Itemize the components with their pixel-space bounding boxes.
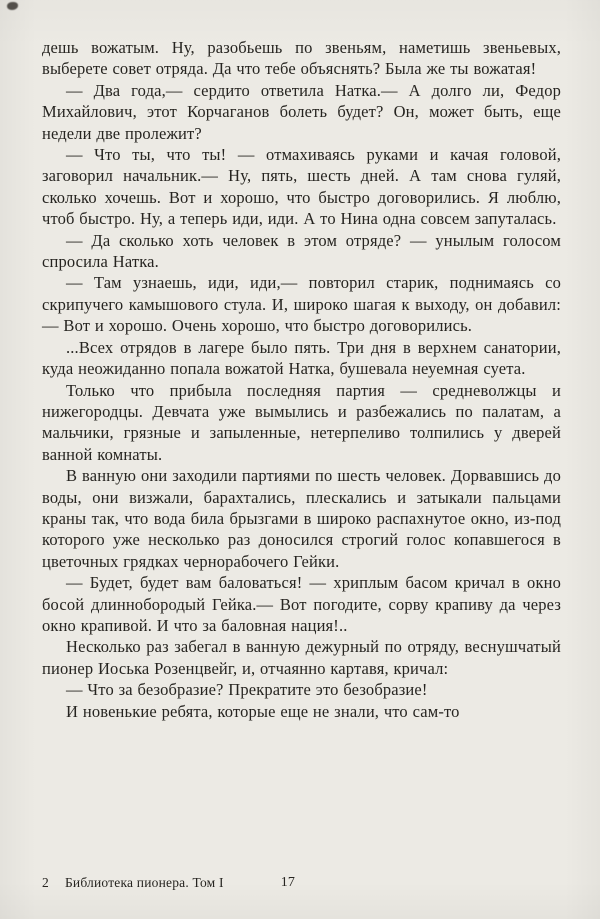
paragraph: Несколько раз забегал в ванную дежурный по отряду, веснушчатый пионер Иоська Розенцвейг, и, отчаянно картавя, кричал:: [42, 637, 561, 678]
page-number: 17: [280, 875, 296, 890]
paragraph: — Два года,— сердито ответила Натка.— А долго ли, Федор Михайлович, этот Корчаганов болеть будет? Он, может быть, еще недели две пролежит?: [42, 80, 561, 143]
page-footer: [42, 875, 561, 891]
paragraph: Только что прибыла последняя партия — средневолжцы и нижегородцы. Девчата уже вымылись и разбежались по палатам, а мальчики, грязные и запыленные, нетерпеливо толпились у дверей ванной комнаты.: [42, 380, 561, 464]
page-text-block: [42, 37, 561, 722]
signature-number: 2: [42, 875, 49, 890]
edition-note: Библиотека пионера. Том I: [64, 875, 224, 890]
paragraph: — Будет, будет вам баловаться! — хриплым басом кричал в окно босой длиннобородый Гейка.— Вот погодите, сорву крапиву да через окно крапивой. И что за баловная нация!..: [42, 573, 561, 635]
scan-artifact: [7, 2, 18, 10]
paragraph: ...Всех отрядов в лагере было пять. Три дня в верхнем санатории, куда неожиданно попала вожатой Натка, бушевала неуемная суета.: [42, 337, 561, 379]
paragraph: — Что ты, что ты! — отмахиваясь руками и качая головой, заговорил начальник.— Ну, пять, шесть дней. А там снова гуляй, сколько хочешь. Вот и хорошо, что быстро договорились. Я люблю, чтоб быстро. Ну, а теперь иди, иди. А то Нина одна совсем запуталась.: [42, 145, 561, 229]
paragraph: — Что за безобразие? Прекратите это безобразие!: [66, 680, 428, 700]
paragraph: И новенькие ребята, которые еще не знали, что сам-то: [66, 701, 460, 721]
paragraph: В ванную они заходили партиями по шесть человек. Дорвавшись до воды, они визжали, барахтались, плескались и затыкали пальцами краны так, что вода била брызгами в широко распахнутое окно, из-под которого уже несколько раз доносился строгий голос копавшегося в цветочных грядках чернорабочего Гейки.: [42, 466, 561, 571]
paragraph: — Да сколько хоть человек в этом отряде? — унылым голосом спросила Натка.: [42, 230, 561, 272]
paragraph: — Там узнаешь, иди, иди,— повторил старик, поднимаясь со скрипучего камышового стула. И, широко шагая к выходу, он добавил: — Вот и хорошо. Очень хорошо, что быстро договорились.: [42, 273, 561, 336]
paragraph: дешь вожатым. Ну, разобьешь по звеньям, наметишь звеньевых, выберете совет отряда. Да что тебе объяснять? Была же ты вожатая!: [42, 38, 561, 79]
